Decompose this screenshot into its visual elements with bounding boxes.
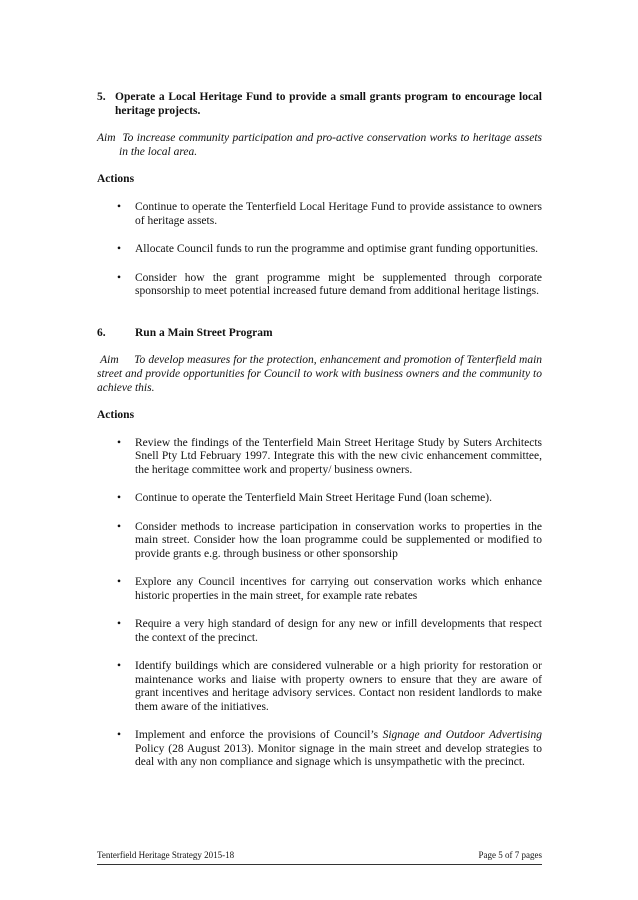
list-item: • Explore any Council incentives for carrying out conservation works which enhance historic properties in the main street, for example rate rebates (117, 576, 542, 602)
bullet-icon: • (117, 271, 122, 284)
footer-document-title: Tenterfield Heritage Strategy 2015-18 (97, 850, 235, 860)
section-5-title: Operate a Local Heritage Fund to provide a small grants program to encourage local heritage projects. (115, 91, 542, 117)
section-5-aim-label: Aim (97, 132, 116, 144)
bullet-icon: • (117, 201, 122, 213)
bullet-icon: • (117, 729, 122, 741)
section-6-heading (97, 326, 542, 340)
bullet-icon: • (117, 520, 122, 533)
section-5-aim-text: To increase community participation and pro-active conservation works to heritage assets in the local area. (119, 132, 543, 158)
list-item: • Implement and enforce the provisions of Council’s Signage and Outdoor Advertising Policy (28 August 2013). Monitor signage in the main street and develop strategies to deal with any non compliance and signage which is unsympathetic with the precinct. (117, 729, 542, 768)
section-5-actions-list (97, 201, 542, 299)
bullet-icon: • (117, 243, 122, 255)
section-6-number: 6. (97, 326, 106, 339)
section-6-aim-label: Aim (100, 353, 119, 366)
list-item: • Consider how the grant programme might be supplemented through corporate sponsorship to meet potential increased future demand from additional heritage listings. (117, 271, 542, 297)
section-5-number: 5. (97, 91, 106, 103)
list-item: • Require a very high standard of design for any new or infill developments that respect the context of the precinct. (117, 618, 542, 644)
list-item: • Allocate Council funds to run the programme and optimise grant funding opportunities. (117, 243, 539, 255)
list-item: • Review the findings of the Tenterfield Main Street Heritage Study by Suters Architects Snell Pty Ltd February 1997. Integrate this with the new civic enhancement committee, the heritage committee work and property/ business owners. (117, 436, 542, 476)
section-6-actions-heading: Actions (97, 408, 135, 421)
document-page (97, 90, 542, 770)
list-item: • Continue to operate the Tenterfield Local Heritage Fund to provide assistance to owners of heritage assets. (117, 201, 542, 227)
policy-name: Signage and Outdoor Advertising (382, 729, 542, 741)
list-item: • Continue to operate the Tenterfield Main Street Heritage Fund (loan scheme). (117, 492, 492, 504)
section-6-aim (97, 353, 542, 395)
bullet-icon: • (117, 492, 122, 504)
bullet-icon: • (117, 618, 122, 630)
section-6-title: Run a Main Street Program (135, 326, 273, 339)
section-6-aim-text: To develop measures for the protection, enhancement and promotion of Tenterfield main street and provide opportunities for Council to work with business owners and the community to achieve this. (97, 353, 543, 394)
page-footer (97, 850, 542, 865)
section-5-aim (97, 131, 542, 159)
bullet-icon: • (117, 576, 122, 588)
section-6-actions-list (97, 437, 542, 770)
bullet-icon: • (117, 436, 122, 449)
list-item: • Identify buildings which are considered vulnerable or a high priority for restoration or maintenance works and liaise with property owners to ensure that they are aware of grant incentives and heritage advisory services. Contact non resident landlords to make them aware of the initiatives. (117, 660, 542, 713)
section-5-heading (97, 90, 542, 118)
footer-page-number: Page 5 of 7 pages (478, 850, 542, 860)
section-5-actions-heading: Actions (97, 173, 135, 185)
bullet-icon: • (117, 660, 122, 672)
list-item: • Consider methods to increase participation in conservation works to properties in the main street. Consider how the loan programme could be supplemented or modified to provide grants e.g. through business or other sponsorship (117, 520, 542, 560)
